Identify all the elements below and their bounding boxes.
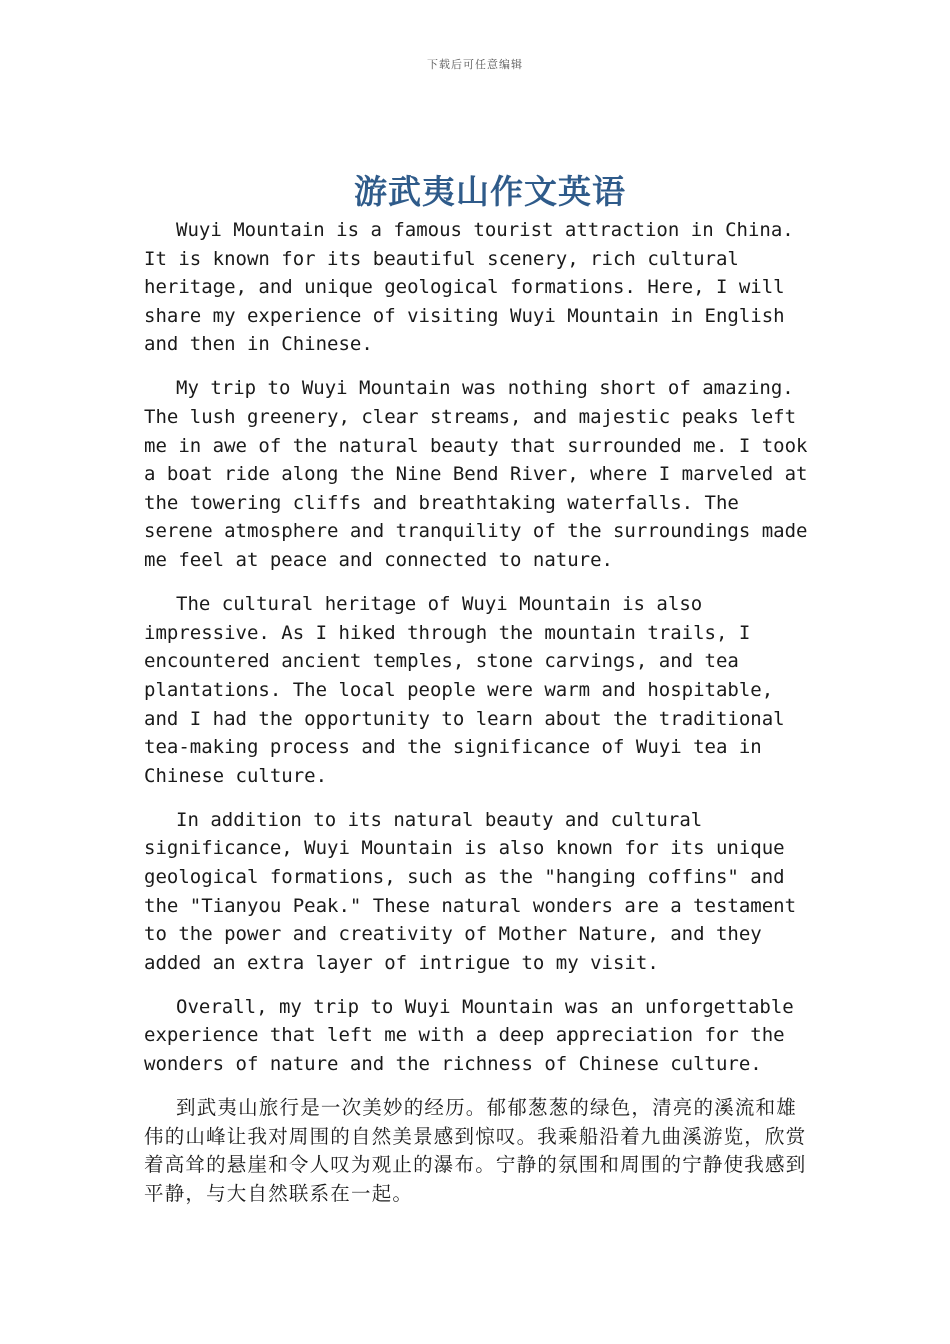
- document-title: 游武夷山作文英语: [354, 172, 626, 211]
- paragraph-trip: My trip to Wuyi Mountain was nothing short of amazing. The lush greenery, clear streams, and majestic peaks left me in awe of the natural beauty that surrounded me. I took a boat ride along the Nine Bend River, where I marveled at the towering cliffs and breathtaking waterfalls. The serene atmosphere and tranquility of the surroundings made me feel at peace and connected to nature.: [144, 377, 808, 572]
- paragraph-overall: Overall, my trip to Wuyi Mountain was an unforgettable experience that left me with a deep appreciation for the wonders of nature and the richness of Chinese culture.: [144, 995, 794, 1076]
- paragraph-culture: The cultural heritage of Wuyi Mountain is also impressive. As I hiked through the mountain trails, I encountered ancient temples, stone carvings, and tea plantations. The local people were warm and hospitable, and I had the opportunity to learn about the traditional tea-making process and the significance of Wuyi tea in Chinese culture.: [144, 593, 785, 787]
- paragraph-chinese: 到武夷山旅行是一次美妙的经历。郁郁葱葱的绿色，清亮的溪流和雄伟的山峰让我对周围的自然美景感到惊叹。我乘船沿着九曲溪游览，欣赏着高耸的悬崖和令人叹为观止的瀑布。宁静的氛围和周围的宁静使我感到平静，与大自然联系在一起。: [144, 1096, 807, 1205]
- paragraph-intro: Wuyi Mountain is a famous tourist attraction in China. It is known for its beautiful scenery, rich cultural heritage, and unique geological formations. Here, I will share my experience of visiting Wuyi Mountain in English and then in Chinese.: [144, 219, 794, 356]
- paragraph-geology: In addition to its natural beauty and cultural significance, Wuyi Mountain is also known for its unique geological formations, such as the "hanging coffins" and the "Tianyou Peak." These natural wonders are a testament to the power and creativity of Mother Nature, and they added an extra layer of intrigue to my visit.: [144, 808, 797, 974]
- document-body: [144, 216, 812, 1209]
- page-header-watermark: 下载后可任意编辑: [427, 58, 523, 71]
